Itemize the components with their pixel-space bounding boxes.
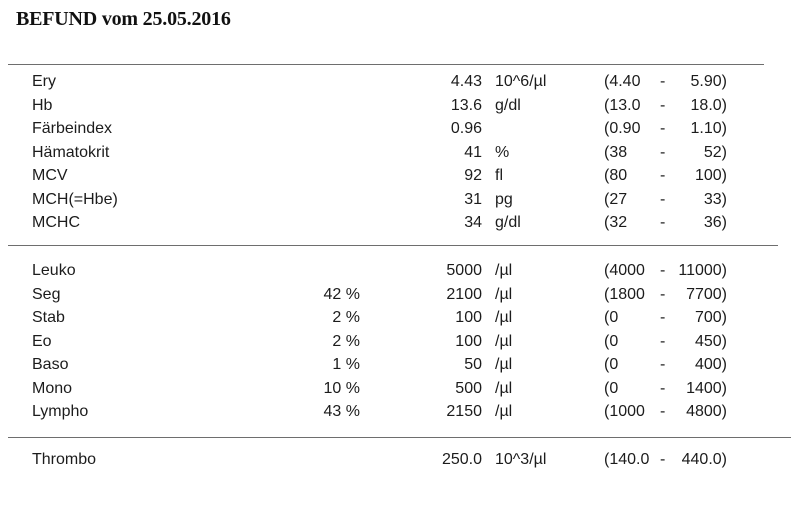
result-range-high: 4800)	[686, 403, 727, 420]
section-divider	[8, 437, 791, 438]
result-unit: /µl	[495, 379, 513, 397]
result-range-low: (0	[604, 356, 619, 373]
result-unit: /µl	[495, 285, 513, 303]
range-separator: -	[660, 332, 666, 350]
result-name: Eo	[32, 332, 52, 350]
result-range-high: 450)	[694, 332, 727, 350]
result-row	[0, 259, 791, 282]
result-value: 50	[464, 356, 482, 373]
result-value: 0.96	[450, 120, 482, 137]
result-name: Ery	[32, 73, 56, 90]
result-name: Baso	[32, 356, 69, 373]
result-range-low: (0	[604, 332, 619, 350]
range-separator: -	[660, 143, 666, 161]
range-separator: -	[660, 167, 666, 184]
result-row	[0, 306, 791, 329]
result-value: 2150	[446, 403, 482, 420]
range-separator: -	[660, 285, 666, 303]
result-range-high: 18.0)	[690, 96, 727, 114]
result-value: 13.6	[450, 96, 482, 114]
result-name: Thrombo	[32, 451, 97, 468]
result-range-high: 100)	[694, 167, 727, 184]
result-name: Hämatokrit	[32, 143, 110, 161]
result-name: MCHC	[32, 214, 80, 231]
result-unit: g/dl	[495, 96, 521, 114]
result-row	[0, 283, 791, 306]
range-separator: -	[660, 262, 666, 279]
result-range-high: 36)	[703, 214, 727, 231]
result-row	[0, 94, 791, 117]
result-percent: 2 %	[332, 309, 360, 326]
result-unit: 10^3/µl	[495, 451, 547, 468]
report-title: BEFUND vom 25.05.2016	[16, 8, 231, 30]
result-range-low: (80	[604, 167, 628, 184]
result-range-high: 440.0)	[681, 451, 727, 468]
result-range-low: (0	[604, 379, 619, 397]
range-separator: -	[660, 73, 666, 90]
result-value: 100	[455, 332, 482, 350]
result-row	[0, 353, 791, 376]
result-value: 34	[464, 214, 482, 231]
result-range-low: (140.0	[604, 451, 650, 468]
result-range-low: (4000	[604, 262, 645, 279]
result-unit: /µl	[495, 356, 513, 373]
result-name: Lympho	[32, 403, 89, 420]
result-range-high: 11000)	[678, 262, 727, 279]
result-range-low: (27	[604, 190, 628, 208]
result-name: Seg	[32, 285, 61, 303]
result-range-low: (32	[604, 214, 628, 231]
result-percent: 43 %	[323, 403, 360, 420]
range-separator: -	[660, 356, 666, 373]
result-name: Mono	[32, 379, 73, 397]
result-range-high: 33)	[703, 190, 727, 208]
result-row	[0, 117, 791, 140]
result-range-high: 700)	[694, 309, 727, 326]
result-row	[0, 400, 791, 423]
result-unit: pg	[495, 190, 513, 208]
result-unit: 10^6/µl	[495, 73, 547, 90]
result-value: 2100	[446, 285, 482, 303]
range-separator: -	[660, 120, 666, 137]
result-row	[0, 330, 791, 353]
result-range-low: (1800	[604, 285, 645, 303]
result-name: MCV	[32, 167, 68, 184]
range-separator: -	[660, 190, 666, 208]
result-range-high: 1.10)	[690, 120, 727, 137]
result-range-high: 400)	[694, 356, 727, 373]
result-range-high: 52)	[703, 143, 727, 161]
range-separator: -	[660, 214, 666, 231]
result-name: Stab	[32, 309, 65, 326]
result-name: MCH(=Hbe)	[32, 190, 118, 208]
section-divider	[8, 64, 764, 65]
result-value: 92	[464, 167, 482, 184]
result-row	[0, 211, 791, 234]
result-range-high: 5.90)	[690, 73, 727, 90]
result-percent: 2 %	[332, 332, 360, 350]
result-value: 500	[455, 379, 482, 397]
result-percent: 1 %	[332, 356, 360, 373]
result-unit: g/dl	[495, 214, 521, 231]
result-row	[0, 164, 791, 187]
result-unit: /µl	[495, 332, 513, 350]
result-percent: 42 %	[323, 285, 360, 303]
result-value: 31	[464, 190, 482, 208]
result-name: Leuko	[32, 262, 76, 279]
result-row	[0, 70, 791, 93]
result-row	[0, 188, 791, 211]
result-range-high: 7700)	[686, 285, 727, 303]
result-value: 4.43	[450, 73, 482, 90]
result-value: 5000	[446, 262, 482, 279]
result-unit: /µl	[495, 262, 513, 279]
result-percent: 10 %	[323, 379, 360, 397]
result-range-low: (4.40	[604, 73, 641, 90]
range-separator: -	[660, 309, 666, 326]
range-separator: -	[660, 96, 666, 114]
result-value: 250.0	[441, 451, 482, 468]
range-separator: -	[660, 379, 666, 397]
result-unit: /µl	[495, 309, 513, 326]
result-range-low: (1000	[604, 403, 645, 420]
result-name: Hb	[32, 96, 53, 114]
result-range-low: (38	[604, 143, 628, 161]
result-value: 100	[455, 309, 482, 326]
result-range-low: (13.0	[604, 96, 641, 114]
result-name: Färbeindex	[32, 120, 113, 137]
result-range-high: 1400)	[686, 379, 727, 397]
result-unit: /µl	[495, 403, 513, 420]
result-value: 41	[464, 143, 482, 161]
result-unit: %	[495, 143, 510, 161]
range-separator: -	[660, 451, 666, 468]
result-row	[0, 377, 791, 400]
result-range-low: (0	[604, 309, 619, 326]
result-range-low: (0.90	[604, 120, 641, 137]
result-row	[0, 448, 791, 471]
section-divider	[8, 245, 778, 246]
result-unit: fl	[495, 167, 503, 184]
result-row	[0, 141, 791, 164]
range-separator: -	[660, 403, 666, 420]
